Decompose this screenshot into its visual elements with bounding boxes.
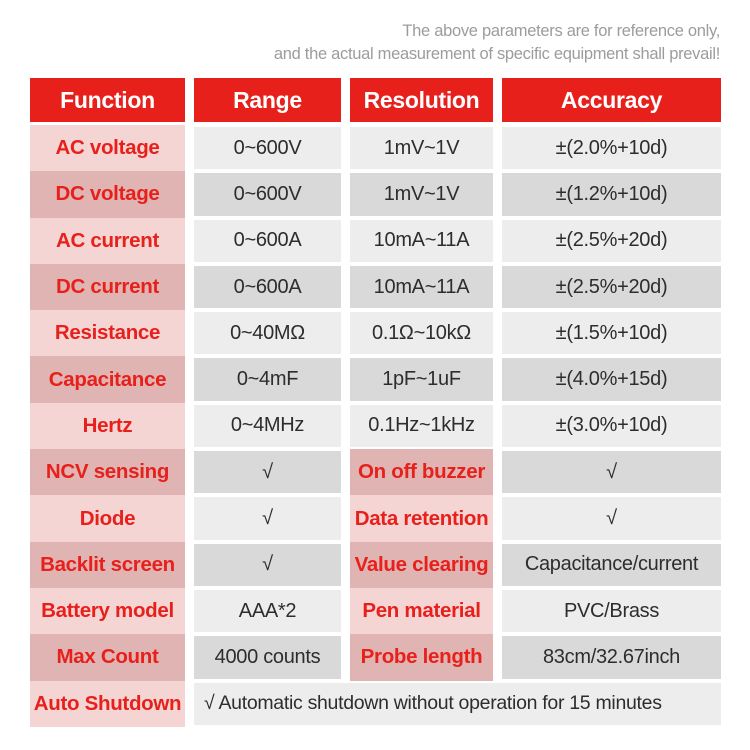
feature-label-cell: Data retention bbox=[350, 495, 493, 541]
feature-label-cell: On off buzzer bbox=[350, 449, 493, 495]
resolution-cell: 10mA~11A bbox=[350, 218, 493, 264]
function-cell: DC current bbox=[30, 264, 185, 310]
accuracy-cell: ±(3.0%+10d) bbox=[502, 403, 721, 449]
range-cell: 0~4MHz bbox=[194, 403, 341, 449]
disclaimer-note bbox=[220, 20, 720, 66]
range-cell: 4000 counts bbox=[194, 634, 341, 680]
feature-label-cell: Value clearing bbox=[350, 542, 493, 588]
range-cell: √ bbox=[194, 495, 341, 541]
accuracy-cell: ±(2.5%+20d) bbox=[502, 218, 721, 264]
header-cell-function: Function bbox=[30, 78, 185, 125]
accuracy-cell: Capacitance/current bbox=[502, 542, 721, 588]
range-cell: 0~4mF bbox=[194, 356, 341, 402]
range-cell: 0~600A bbox=[194, 264, 341, 310]
function-cell: AC voltage bbox=[30, 125, 185, 171]
accuracy-cell: ±(2.0%+10d) bbox=[502, 125, 721, 171]
accuracy-cell: √ bbox=[502, 449, 721, 495]
feature-label-cell: Probe length bbox=[350, 634, 493, 680]
range-cell: 0~600V bbox=[194, 171, 341, 217]
range-cell: √ bbox=[194, 449, 341, 495]
resolution-cell: 0.1Ω~10kΩ bbox=[350, 310, 493, 356]
resolution-cell: 10mA~11A bbox=[350, 264, 493, 310]
function-cell: Diode bbox=[30, 495, 185, 541]
accuracy-cell: 83cm/32.67inch bbox=[502, 634, 721, 680]
function-cell: NCV sensing bbox=[30, 449, 185, 495]
header-cell-accuracy: Accuracy bbox=[502, 78, 721, 125]
resolution-cell: 0.1Hz~1kHz bbox=[350, 403, 493, 449]
function-cell: Resistance bbox=[30, 310, 185, 356]
function-cell: Backlit screen bbox=[30, 542, 185, 588]
header-cell-resolution: Resolution bbox=[350, 78, 493, 125]
spec-table bbox=[30, 78, 721, 727]
function-cell: Max Count bbox=[30, 634, 185, 680]
feature-label-cell: Pen material bbox=[350, 588, 493, 634]
merged-note-cell: √ Automatic shutdown without operation for 15 minutes bbox=[194, 681, 721, 727]
function-cell: Battery model bbox=[30, 588, 185, 634]
range-cell: 0~600A bbox=[194, 218, 341, 264]
accuracy-cell: PVC/Brass bbox=[502, 588, 721, 634]
range-cell: 0~600V bbox=[194, 125, 341, 171]
accuracy-cell: ±(4.0%+15d) bbox=[502, 356, 721, 402]
disclaimer-line-2: and the actual measurement of specific equipment shall prevail! bbox=[273, 45, 720, 64]
accuracy-cell: ±(1.5%+10d) bbox=[502, 310, 721, 356]
resolution-cell: 1pF~1uF bbox=[350, 356, 493, 402]
header-cell-range: Range bbox=[194, 78, 341, 125]
function-cell: Auto Shutdown bbox=[30, 681, 185, 727]
disclaimer-line-1: The above parameters are for reference only, bbox=[402, 22, 720, 40]
accuracy-cell: ±(2.5%+20d) bbox=[502, 264, 721, 310]
range-cell: AAA*2 bbox=[194, 588, 341, 634]
function-cell: Hertz bbox=[30, 403, 185, 449]
resolution-cell: 1mV~1V bbox=[350, 125, 493, 171]
function-cell: Capacitance bbox=[30, 356, 185, 402]
function-cell: AC current bbox=[30, 218, 185, 264]
accuracy-cell: ±(1.2%+10d) bbox=[502, 171, 721, 217]
range-cell: √ bbox=[194, 542, 341, 588]
function-cell: DC voltage bbox=[30, 171, 185, 217]
range-cell: 0~40MΩ bbox=[194, 310, 341, 356]
accuracy-cell: √ bbox=[502, 495, 721, 541]
resolution-cell: 1mV~1V bbox=[350, 171, 493, 217]
